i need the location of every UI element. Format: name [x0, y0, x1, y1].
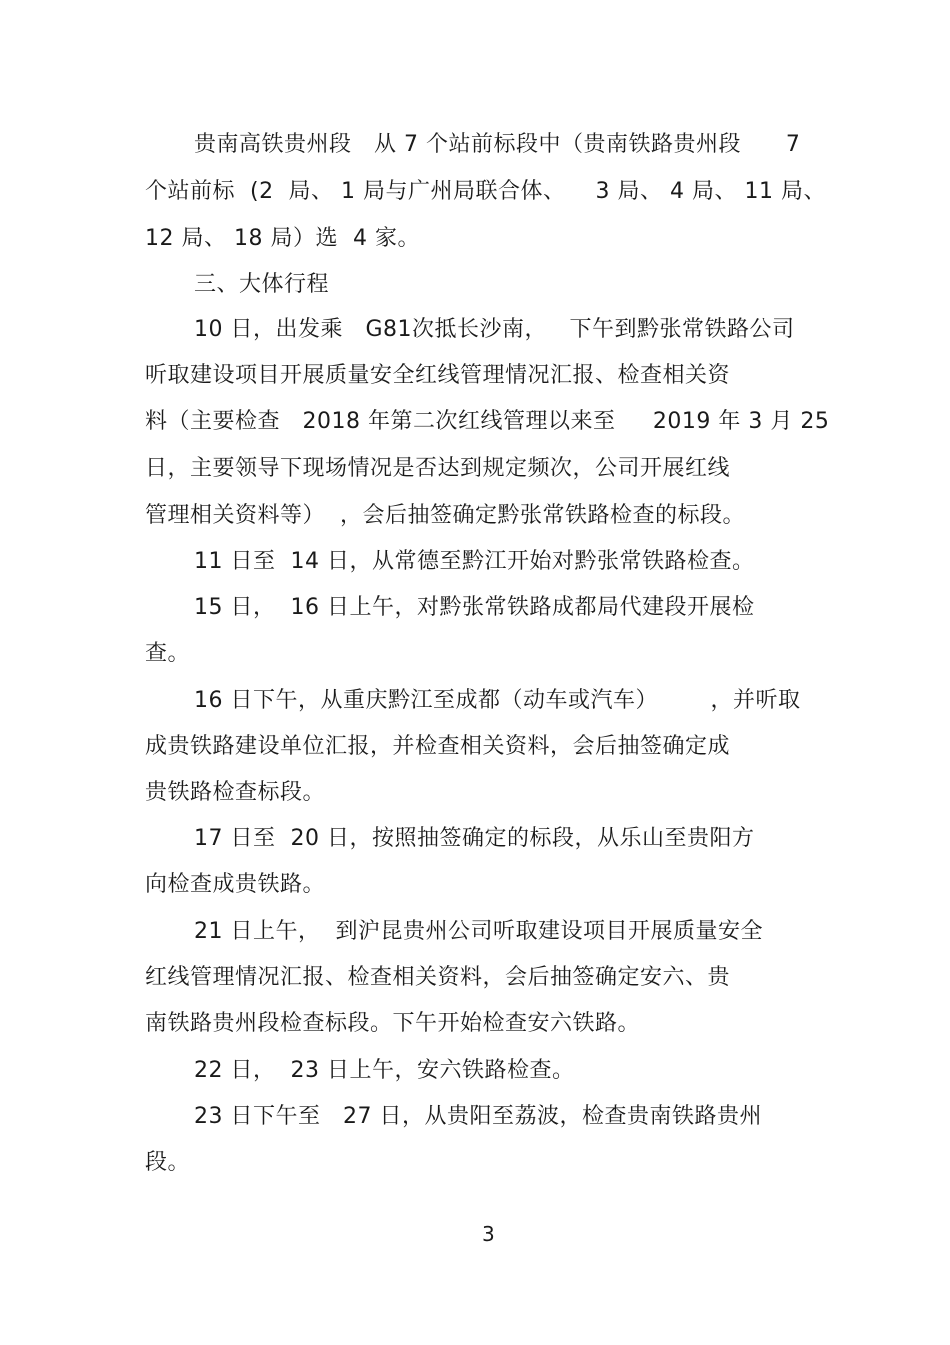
- text-line: 11 日至 14 日，从常德至黔江开始对黔张常铁路检查。: [194, 549, 755, 574]
- text-line: 向检查成贵铁路。: [145, 872, 326, 897]
- text-line: 南铁路贵州段检查标段。下午开始检查安六铁路。: [145, 1011, 641, 1036]
- text-line: 红线管理情况汇报、检查相关资料，会后抽签确定安六、贵: [145, 965, 731, 990]
- text-line: 21 日上午， 到沪昆贵州公司听取建设项目开展质量安全: [194, 919, 763, 944]
- text-line: 15 日， 16 日上午，对黔张常铁路成都局代建段开展检: [194, 595, 755, 620]
- text-line: 料（主要检查 2018 年第二次红线管理以来至 2019 年 3 月 25: [145, 409, 830, 434]
- text-line: 16 日下午，从重庆黔江至成都（动车或汽车） ，并听取: [194, 688, 801, 713]
- text-line: 查。: [145, 641, 191, 666]
- text-line: 贵铁路检查标段。: [145, 780, 326, 805]
- text-line: 12 局、 18 局）选 4 家。: [145, 226, 420, 251]
- text-line: 23 日下午至 27 日，从贵阳至荔波，检查贵南铁路贵州: [194, 1104, 762, 1129]
- text-line: 段。: [145, 1150, 191, 1175]
- section-heading: 三、大体行程: [194, 272, 330, 297]
- text-line: 贵南高铁贵州段 从 7 个站前标段中（贵南铁路贵州段 7: [194, 132, 801, 157]
- page-number: 3: [482, 1222, 495, 1246]
- text-line: 22 日， 23 日上午，安六铁路检查。: [194, 1058, 575, 1083]
- text-line: 日，主要领导下现场情况是否达到规定频次，公司开展红线: [145, 456, 731, 481]
- text-line: 听取建设项目开展质量安全红线管理情况汇报、检查相关资: [145, 363, 731, 388]
- text-line: 管理相关资料等） ，会后抽签确定黔张常铁路检查的标段。: [145, 503, 745, 528]
- text-line: 个站前标 (2 局、 1 局与广州局联合体、 3 局、 4 局、 11 局、: [145, 179, 826, 204]
- text-line: 成贵铁路建设单位汇报，并检查相关资料，会后抽签确定成: [145, 734, 731, 759]
- text-line: 17 日至 20 日，按照抽签确定的标段，从乐山至贵阳方: [194, 826, 755, 851]
- text-line: 10 日，出发乘 G81次抵长沙南， 下午到黔张常铁路公司: [194, 317, 795, 342]
